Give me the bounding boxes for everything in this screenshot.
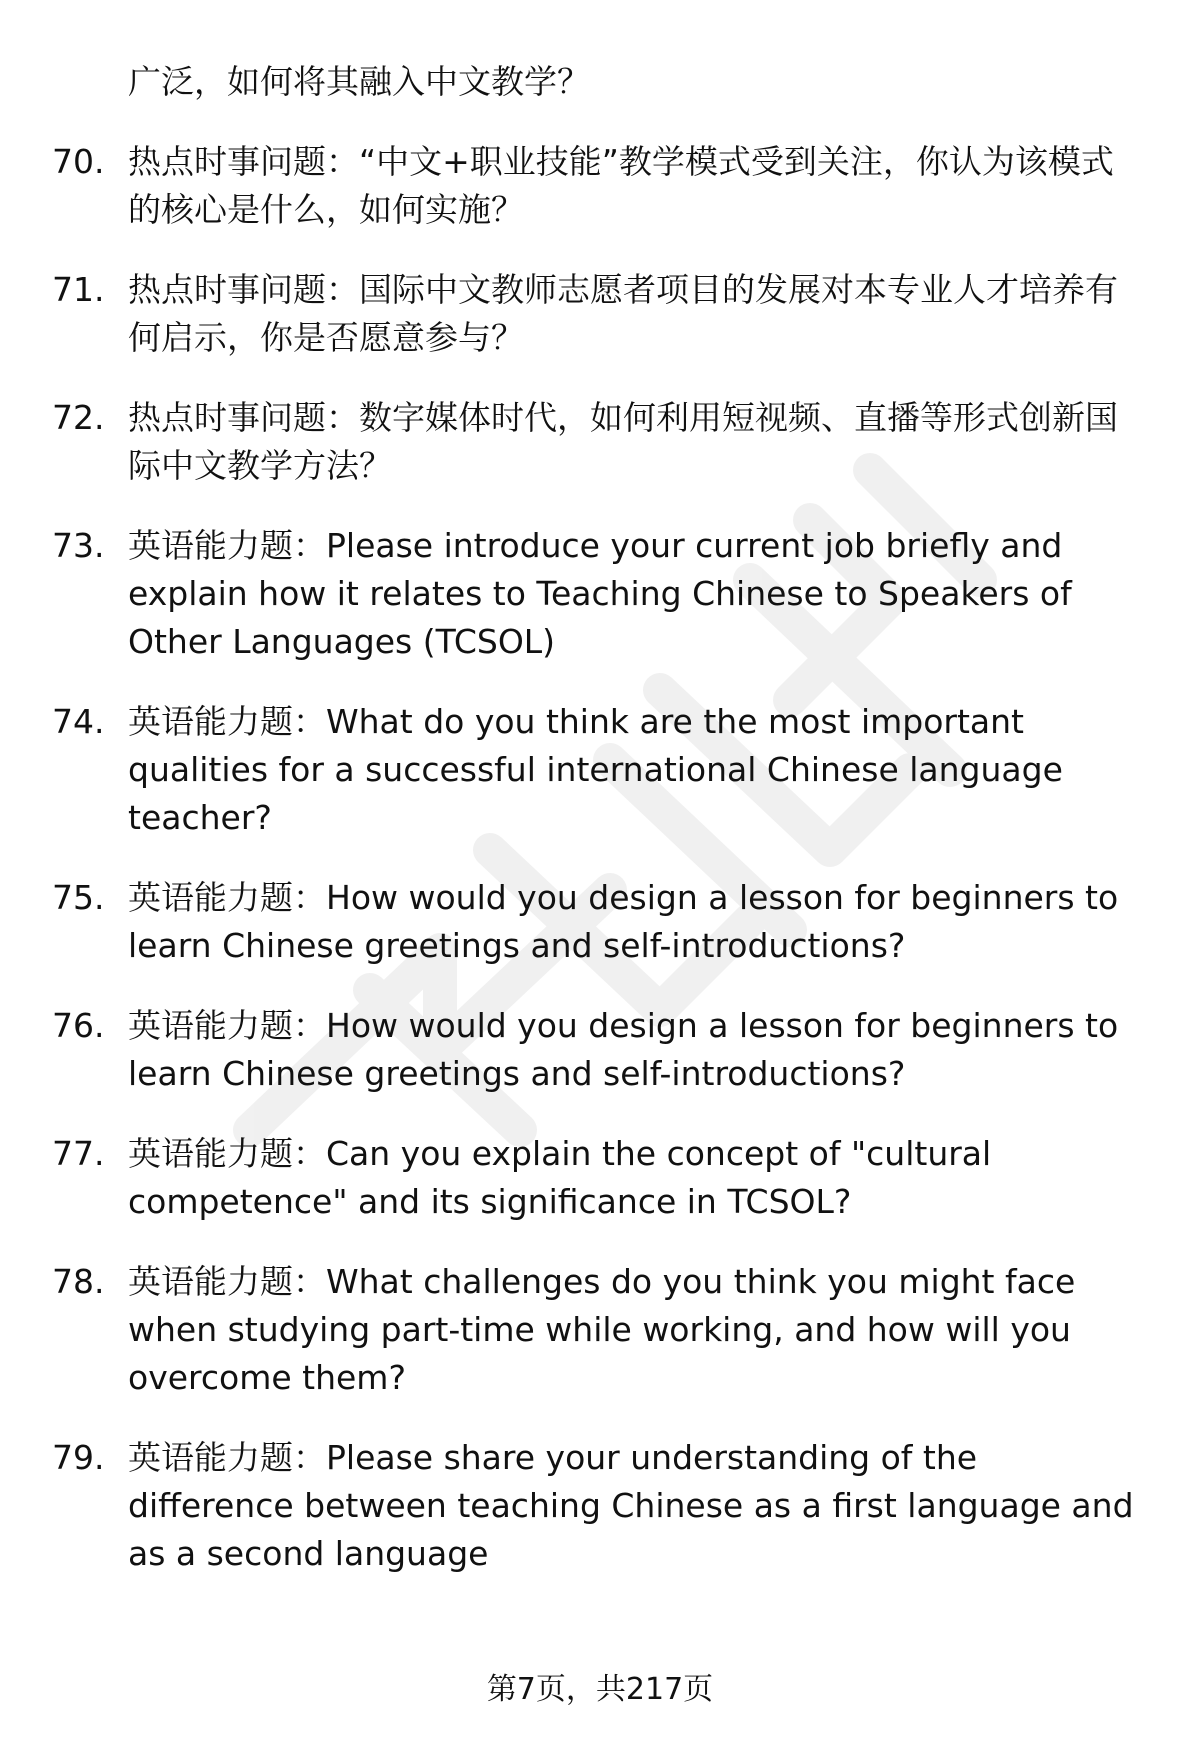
question-item [52, 1258, 1142, 1402]
question-text: 英语能力题：How would you design a lesson for beginners to learn Chinese greetings and self-introductions? [128, 878, 1119, 965]
question-number: 78. [52, 1262, 105, 1301]
question-text: 英语能力题：How would you design a lesson for beginners to learn Chinese greetings and self-introductions? [128, 1006, 1119, 1093]
question-text: 热点时事问题：国际中文教师志愿者项目的发展对本专业人才培养有何启示，你是否愿意参与？ [128, 270, 1118, 357]
question-text: 热点时事问题：数字媒体时代，如何利用短视频、直播等形式创新国际中文教学方法？ [128, 398, 1118, 485]
question-item [52, 138, 1142, 234]
question-item [52, 1130, 1142, 1226]
question-number: 75. [52, 878, 105, 917]
question-item [52, 522, 1142, 666]
question-item [52, 1434, 1142, 1578]
question-text: 英语能力题：What do you think are the most important qualities for a successful international Chinese language teacher? [128, 702, 1063, 837]
question-number: 77. [52, 1134, 105, 1173]
question-text: 英语能力题：What challenges do you think you might face when studying part-time while working, and how will you overcome them? [128, 1262, 1076, 1397]
question-number: 76. [52, 1006, 105, 1045]
question-number: 71. [52, 270, 105, 309]
question-text: 英语能力题：Please share your understanding of the difference between teaching Chinese as a first language and as a second language [128, 1438, 1134, 1573]
question-list [52, 58, 1142, 1578]
continued-question-text: 广泛，如何将其融入中文教学？ [128, 62, 590, 101]
page-number-footer: 第7页，共217页 [486, 1672, 714, 1707]
question-number: 70. [52, 142, 105, 181]
question-item [52, 394, 1142, 490]
question-item [52, 1002, 1142, 1098]
question-number: 79. [52, 1438, 105, 1477]
question-item [52, 698, 1142, 842]
question-text: 英语能力题：Please introduce your current job briefly and explain how it relates to Teaching Chinese to Speakers of Other Languages (TCSOL) [128, 526, 1072, 661]
question-item [52, 874, 1142, 970]
question-number: 74. [52, 702, 105, 741]
question-text: 英语能力题：Can you explain the concept of "cultural competence" and its significance in TCSOL? [128, 1134, 992, 1221]
question-number: 72. [52, 398, 105, 437]
question-item [52, 266, 1142, 362]
question-number: 73. [52, 526, 105, 565]
question-text: 热点时事问题：“中文+职业技能”教学模式受到关注，你认为该模式的核心是什么，如何实施？ [128, 142, 1114, 229]
